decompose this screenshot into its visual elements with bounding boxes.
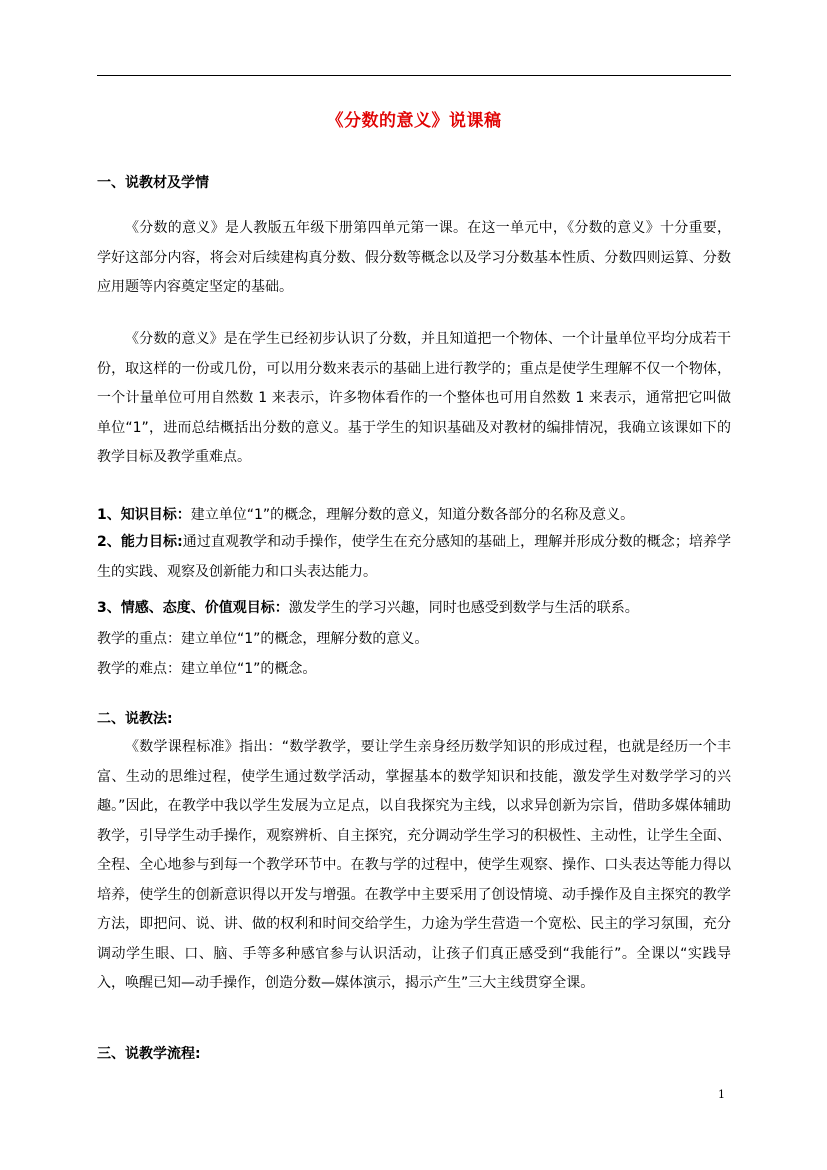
paragraph-textbook: 《分数的意义》是人教版五年级下册第四单元第一课。在这一单元中，《分数的意义》十分重要，学好这部分内容，将会对后续建构真分数、假分数等概念以及学习分数基本性质、分数四则运算、分数应用题等内容奠定坚定的基础。 xyxy=(97,220,731,295)
page-number: 1 xyxy=(718,1088,725,1101)
section-heading-2: 二、说教法: xyxy=(97,711,173,727)
goal-knowledge-label: 1、知识目标： xyxy=(97,507,191,523)
section-heading-1: 一、说教材及学情 xyxy=(97,175,209,191)
goal-ability-label: 2、能力目标: xyxy=(97,534,183,550)
difficult-point: 教学的难点：建立单位“1”的概念。 xyxy=(97,661,317,677)
document-title: 《分数的意义》说课稿 xyxy=(326,111,502,131)
paragraph-methods: 《数学课程标准》指出：“数学教学，要让学生亲身经历数学知识的形成过程，也就是经历一个丰富、生动的思维过程，使学生通过数学活动，掌握基本的数学知识和技能，激发学生对数学学习的兴趣。”因此，在教学中我以学生发展为立足点，以自我探究为主线，以求异创新为宗旨，借助多媒体辅助教学，引导学生动手操作，观察辨析、自主探究，充分调动学生学习的积极性、主动性，让学生全面、全程、全心地参与到每一个教学环节中。在教与学的过程中，使学生观察、操作、口头表达等能力得以培养，使学生的创新意识得以开发与增强。在教学中主要采用了创设情境、动手操作及自主探究的教学方法，即把问、说、讲、做的权利和时间交给学生，力途为学生营造一个宽松、民主的学习氛围，充分调动学生眼、口、脑、手等多种感官参与认识活动，让孩子们真正感受到“我能行”。全课以“实践导入，唤醒已知—动手操作，创造分数—媒体演示，揭示产生”三大主线贯穿全课。 xyxy=(97,739,731,991)
goal-ability xyxy=(97,528,731,587)
key-point: 教学的重点：建立单位“1”的概念，理解分数的意义。 xyxy=(97,631,429,647)
goal-knowledge xyxy=(97,504,731,524)
goal-emotion xyxy=(97,597,731,617)
goal-emotion-label: 3、情感、态度、价值观目标： xyxy=(97,600,289,616)
section-heading-3: 三、说教学流程: xyxy=(97,1046,201,1062)
goal-emotion-text: 激发学生的学习兴趣，同时也感受到数学与生活的联系。 xyxy=(288,600,639,616)
goal-ability-text: 通过直观教学和动手操作，使学生在充分感知的基础上，理解并形成分数的概念；培养学生的实践、观察及创新能力和口头表达能力。 xyxy=(97,534,732,580)
paragraph-learners: 《分数的意义》是在学生已经初步认识了分数，并且知道把一个物体、一个计量单位平均分成若干份，取这样的一份或几份，可以用分数来表示的基础上进行教学的；重点是使学生理解不仅一个物体，一个计量单位可用自然数 1 来表示，许多物体看作的一个整体也可用自然数 1 来表示，通常把它叫做单位“1”，进而总结概括出分数的意义。基于学生的知识基础及对教材的编排情况，我确立该课如下的教学目标及教学重难点。 xyxy=(97,331,731,465)
header-rule xyxy=(97,75,731,76)
goal-knowledge-text: 建立单位“1”的概念，理解分数的意义，知道分数各部分的名称及意义。 xyxy=(190,507,635,523)
